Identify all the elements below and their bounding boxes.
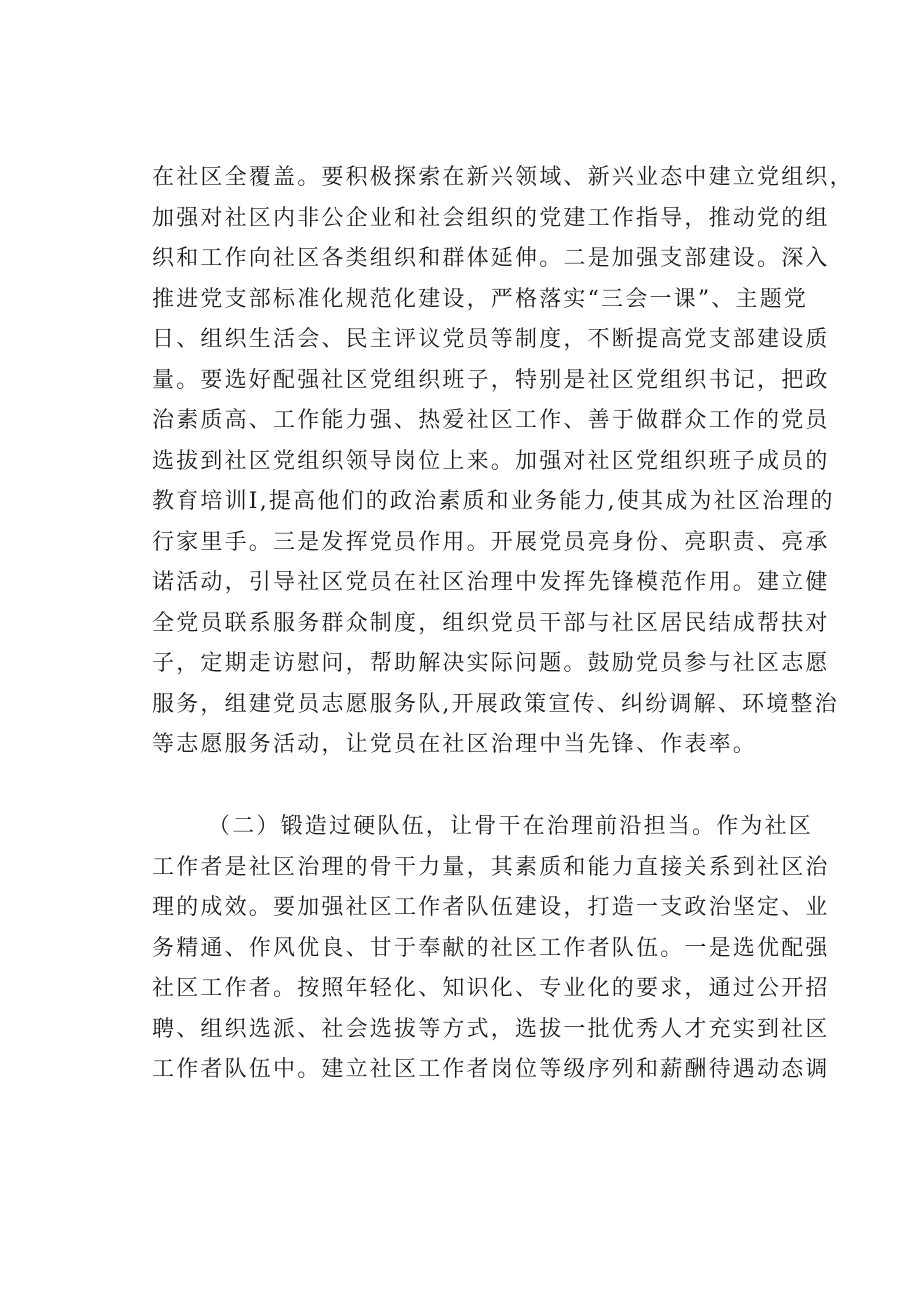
text-line: 行家里手。三是发挥党员作用。开展党员亮身份、亮职责、亮承 [152, 529, 830, 555]
text-line: 等志愿服务活动，让党员在社区治理中当先锋、作表率。 [152, 732, 758, 757]
text-line: 工作者是社区治理的骨干力量，其素质和能力直接关系到社区治 [152, 854, 830, 880]
text-line: 聘、组织选派、社会选拔等方式，选拔一批优秀人才充实到社区 [152, 1016, 830, 1042]
text-line: 教育培训I,提高他们的政治素质和业务能力,使其成为社区治理的 [152, 489, 835, 514]
text-line: 在社区全覆盖。要积极探索在新兴领域、新兴业态中建立党组织， [152, 165, 854, 190]
text-line: 务精通、作风优良、甘于奉献的社区工作者队伍。一是选优配强 [152, 935, 830, 961]
text-line: 服务，组建党员志愿服务队,开展政策宣传、纠纷调解、环境整治 [152, 691, 839, 717]
text-line: 织和工作向社区各类组织和群体延伸。二是加强支部建设。深入 [152, 246, 830, 271]
text-line: 全党员联系服务群众制度，组织党员干部与社区居民结成帮扶对 [152, 610, 830, 636]
text-line: 推进党支部标准化规范化建设，严格落实“三会一课”、主题党 [152, 286, 809, 312]
text-line: 加强对社区内非公企业和社会组织的党建工作指导，推动党的组 [152, 205, 830, 231]
text-line: 社区工作者。按照年轻化、知识化、专业化的要求，通过公开招 [152, 976, 830, 1001]
paragraph-community-workers [152, 807, 830, 1091]
text-line: 理的成效。要加强社区工作者队伍建设，打造一支政治坚定、业 [152, 895, 830, 920]
text-line: 诺活动，引导社区党员在社区治理中发挥先锋模范作用。建立健 [152, 570, 830, 595]
text-line: 日、组织生活会、民主评议党员等制度，不断提高党支部建设质 [152, 327, 830, 352]
text-line: 治素质高、工作能力强、热爱社区工作、善于做群众工作的党员 [152, 408, 830, 433]
section-heading-line: （二）锻造过硬队伍，让骨干在治理前沿担当。作为社区 [208, 814, 814, 839]
text-line: 子，定期走访慰问，帮助解决实际问题。鼓励党员参与社区志愿 [152, 651, 830, 676]
paragraph-party-building [152, 158, 854, 766]
text-line: 选拔到社区党组织领导岗位上来。加强对社区党组织班子成员的 [152, 448, 830, 474]
text-line: 工作者队伍中。建立社区工作者岗位等级序列和薪酬待遇动态调 [152, 1057, 830, 1082]
text-line: 量。要选好配强社区党组织班子，特别是社区党组织书记，把政 [152, 367, 830, 393]
